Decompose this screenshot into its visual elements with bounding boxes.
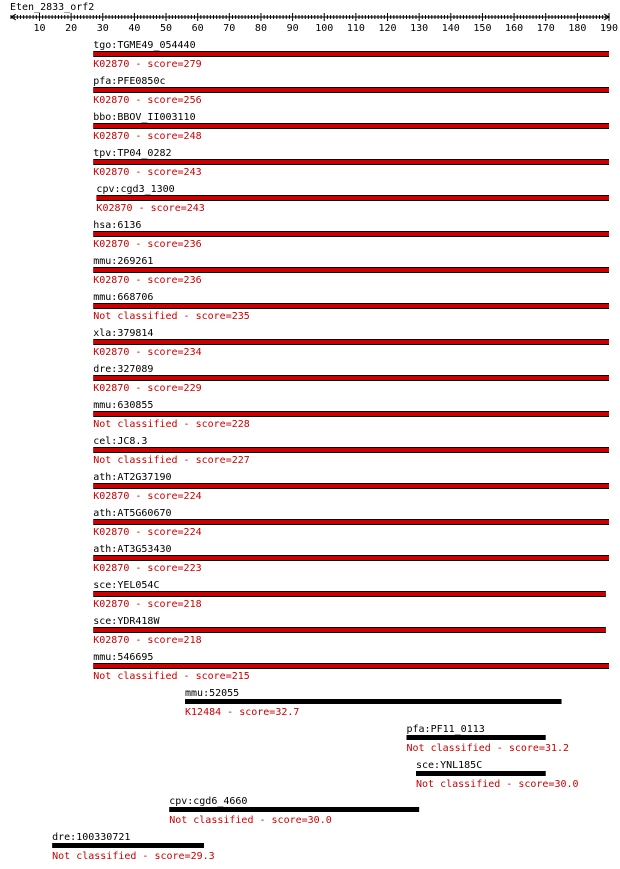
hit-row: [93, 328, 609, 358]
hit-row: [93, 40, 609, 70]
ruler-tick-label: 180: [568, 23, 587, 34]
ruler-tick-label: 60: [191, 23, 204, 34]
hit-annotation[interactable]: K02870 - score=243: [96, 203, 205, 214]
hit-bar[interactable]: [93, 88, 609, 92]
ruler-tick-label: 10: [33, 23, 46, 34]
hit-bar[interactable]: [416, 771, 546, 776]
hit-row: [52, 832, 215, 862]
hit-bar[interactable]: [93, 232, 609, 236]
ruler-tick-label: 100: [315, 23, 334, 34]
ruler-tick-label: 40: [128, 23, 141, 34]
hit-bar[interactable]: [185, 699, 562, 704]
ruler-tick-label: 80: [254, 23, 267, 34]
hit-id[interactable]: cel:JC8.3: [93, 436, 148, 447]
hit-annotation[interactable]: K02870 - score=229: [93, 383, 202, 394]
hit-id[interactable]: mmu:269261: [93, 256, 154, 267]
hit-row: [93, 256, 609, 286]
hit-annotation[interactable]: Not classified - score=227: [93, 455, 250, 466]
hit-annotation[interactable]: Not classified - score=235: [93, 311, 250, 322]
ruler-tick-label: 190: [599, 23, 619, 34]
hit-bar[interactable]: [93, 340, 609, 344]
hit-id[interactable]: pfa:PF11_0113: [406, 724, 485, 735]
ruler-tick-label: 20: [65, 23, 78, 34]
hit-row: [407, 724, 570, 754]
ruler-tick-label: 120: [378, 23, 397, 34]
hit-annotation[interactable]: Not classified - score=215: [93, 671, 250, 682]
hit-bar[interactable]: [93, 556, 609, 560]
hit-annotation[interactable]: K02870 - score=256: [93, 95, 202, 106]
hit-id[interactable]: pfa:PFE0850c: [93, 76, 166, 87]
ruler-tick-label: 70: [223, 23, 236, 34]
hit-id[interactable]: cpv:cgd6_4660: [169, 796, 248, 807]
hit-list: [52, 40, 609, 862]
hit-annotation[interactable]: K02870 - score=223: [93, 563, 202, 574]
hit-row: [93, 580, 606, 610]
hit-id[interactable]: ath:AT5G60670: [93, 508, 172, 519]
hit-annotation[interactable]: K02870 - score=234: [93, 347, 202, 358]
hit-id[interactable]: sce:YDR418W: [93, 616, 160, 627]
hit-bar[interactable]: [93, 376, 609, 380]
hit-bar[interactable]: [96, 196, 609, 200]
hit-bar[interactable]: [93, 124, 609, 128]
query-title: Eten_2833_orf2: [10, 2, 95, 13]
ruler-tick-label: 140: [441, 23, 460, 34]
hit-bar[interactable]: [169, 807, 419, 812]
hit-annotation[interactable]: K02870 - score=224: [93, 527, 202, 538]
hit-bar[interactable]: [93, 520, 609, 524]
hit-annotation[interactable]: K12484 - score=32.7: [185, 707, 300, 718]
hit-row: [93, 400, 609, 430]
hit-id[interactable]: ath:AT2G37190: [93, 472, 172, 483]
hit-annotation[interactable]: K02870 - score=248: [93, 131, 202, 142]
hit-row: [185, 688, 562, 718]
hit-id[interactable]: mmu:668706: [93, 292, 154, 303]
hit-row: [93, 508, 609, 538]
ruler-tick-label: 150: [473, 23, 492, 34]
hit-row: [93, 76, 609, 106]
hit-row: [93, 112, 609, 142]
hit-annotation[interactable]: K02870 - score=218: [93, 635, 202, 646]
hit-annotation[interactable]: K02870 - score=218: [93, 599, 202, 610]
hit-id[interactable]: ath:AT3G53430: [93, 544, 172, 555]
ruler-tick-label: 130: [410, 23, 429, 34]
ruler-tick-label: 160: [505, 23, 524, 34]
ruler-tick-label: 90: [286, 23, 299, 34]
hit-annotation[interactable]: Not classified - score=30.0: [415, 779, 579, 790]
hit-annotation[interactable]: K02870 - score=224: [93, 491, 202, 502]
hit-bar[interactable]: [93, 664, 609, 668]
hit-annotation[interactable]: K02870 - score=236: [93, 275, 202, 286]
ruler-tick-label: 110: [346, 23, 365, 34]
hit-bar[interactable]: [93, 628, 606, 632]
hit-id[interactable]: cpv:cgd3_1300: [96, 184, 175, 195]
hit-bar[interactable]: [93, 484, 609, 488]
hit-annotation[interactable]: Not classified - score=31.2: [406, 743, 570, 754]
ruler-tick-label: 50: [160, 23, 173, 34]
hit-row: [93, 148, 609, 178]
hit-annotation[interactable]: Not classified - score=30.0: [169, 815, 332, 826]
hit-row: [93, 292, 609, 322]
hit-row: [96, 184, 609, 214]
hit-id[interactable]: sce:YNL185C: [415, 760, 483, 771]
position-ruler: [11, 13, 618, 34]
hit-row: [416, 760, 579, 790]
hit-row: [93, 616, 606, 646]
hit-bar[interactable]: [93, 52, 609, 56]
hit-bar[interactable]: [93, 448, 609, 452]
hit-id[interactable]: dre:327089: [93, 364, 154, 375]
hit-id[interactable]: bbo:BBOV_II003110: [93, 112, 196, 123]
hit-bar[interactable]: [407, 735, 546, 740]
hit-row: [93, 544, 609, 574]
hit-id[interactable]: mmu:52055: [185, 688, 240, 699]
ruler-tick-label: 30: [96, 23, 109, 34]
hit-annotation[interactable]: Not classified - score=228: [93, 419, 250, 430]
hit-id[interactable]: hsa:6136: [93, 220, 142, 231]
hit-bar[interactable]: [93, 412, 609, 416]
hit-row: [169, 796, 419, 826]
hit-bar[interactable]: [52, 843, 204, 848]
hit-id[interactable]: mmu:630855: [93, 400, 154, 411]
hit-row: [93, 472, 609, 502]
hit-bar[interactable]: [93, 268, 609, 272]
hit-id[interactable]: mmu:546695: [93, 652, 154, 663]
hit-row: [93, 436, 609, 466]
hit-bar[interactable]: [93, 592, 606, 596]
hit-id[interactable]: tgo:TGME49_054440: [93, 40, 196, 51]
hit-id[interactable]: xla:379814: [93, 328, 154, 339]
hit-row: [93, 220, 609, 250]
hit-row: [93, 364, 609, 394]
hit-bar[interactable]: [93, 160, 609, 164]
hit-annotation[interactable]: K02870 - score=243: [93, 167, 202, 178]
hit-annotation[interactable]: K02870 - score=236: [93, 239, 202, 250]
hit-bar[interactable]: [93, 304, 609, 308]
hit-id[interactable]: dre:100330721: [52, 832, 131, 843]
hit-annotation[interactable]: Not classified - score=29.3: [52, 851, 215, 862]
hit-annotation[interactable]: K02870 - score=279: [93, 59, 202, 70]
hit-row: [93, 652, 609, 682]
ruler-tick-label: 170: [536, 23, 555, 34]
hit-id[interactable]: sce:YEL054C: [93, 580, 160, 591]
hit-id[interactable]: tpv:TP04_0282: [93, 148, 172, 159]
